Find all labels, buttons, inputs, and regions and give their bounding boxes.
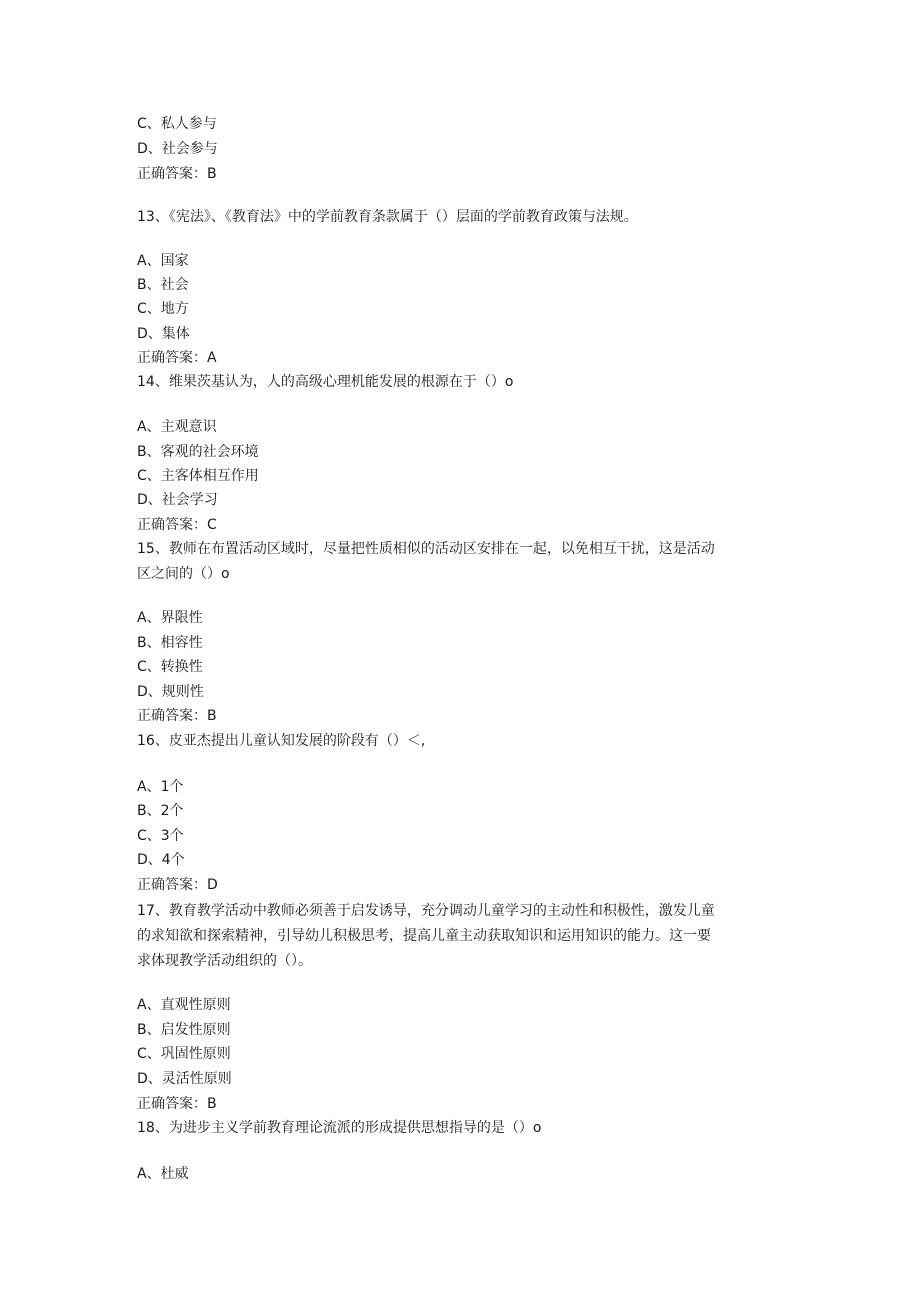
option-b: B、2个 [137,803,184,819]
question-16: 16、皮亚杰提出儿童认知发展的阶段有（）＜, [137,733,426,749]
option-a: A、主观意识 [137,419,217,435]
answer-line: 正确答案：A [137,350,217,366]
option-a: A、国家 [137,253,189,269]
option-d: D、社会参与 [137,141,218,157]
option-c: C、转换性 [137,659,203,675]
answer-line: 正确答案：B [137,166,217,182]
option-d: D、社会学习 [137,492,218,508]
answer-line: 正确答案：B [137,708,217,724]
answer-line: 正确答案：B [137,1096,217,1112]
option-c: C、巩固性原则 [137,1046,231,1062]
option-c: C、3个 [137,828,184,844]
answer-line: 正确答案：D [137,877,218,893]
option-d: D、4个 [137,852,185,868]
question-14: 14、维果茨基认为，人的高级心理机能发展的根源在于（）o [137,374,514,390]
option-c: C、私人参与 [137,116,217,132]
question-17-cont: 的求知欲和探索精神，引导幼儿积极思考，提高儿童主动获取知识和运用知识的能力。这一要 [137,928,711,944]
question-13: 13、《宪法》、《教育法》中的学前教育条款属于（）层面的学前教育政策与法规。 [137,209,638,225]
option-c: C、地方 [137,301,189,317]
option-b: B、启发性原则 [137,1022,231,1038]
option-b: B、客观的社会环境 [137,444,259,460]
option-a: A、1个 [137,779,184,795]
question-17: 17、教育教学活动中教师必须善于启发诱导，充分调动儿童学习的主动性和积极性，激发儿童 [137,903,715,919]
question-15-cont: 区之间的（）o [137,566,230,582]
answer-line: 正确答案：C [137,517,217,533]
option-d: D、灵活性原则 [137,1071,232,1087]
option-d: D、规则性 [137,684,204,700]
option-d: D、集体 [137,326,190,342]
question-17-cont: 求体现教学活动组织的（）。 [137,953,312,969]
question-18: 18、为进步主义学前教育理论流派的形成提供思想指导的是（）o [137,1120,542,1136]
option-a: A、界限性 [137,610,203,626]
question-15: 15、教师在布置活动区域时，尽量把性质相似的活动区安排在一起，以免相互干扰，这是活动 [137,541,715,557]
option-a: A、杜威 [137,1166,189,1182]
option-b: B、社会 [137,277,189,293]
option-b: B、相容性 [137,635,203,651]
option-c: C、主客体相互作用 [137,468,259,484]
option-a: A、直观性原则 [137,997,231,1013]
